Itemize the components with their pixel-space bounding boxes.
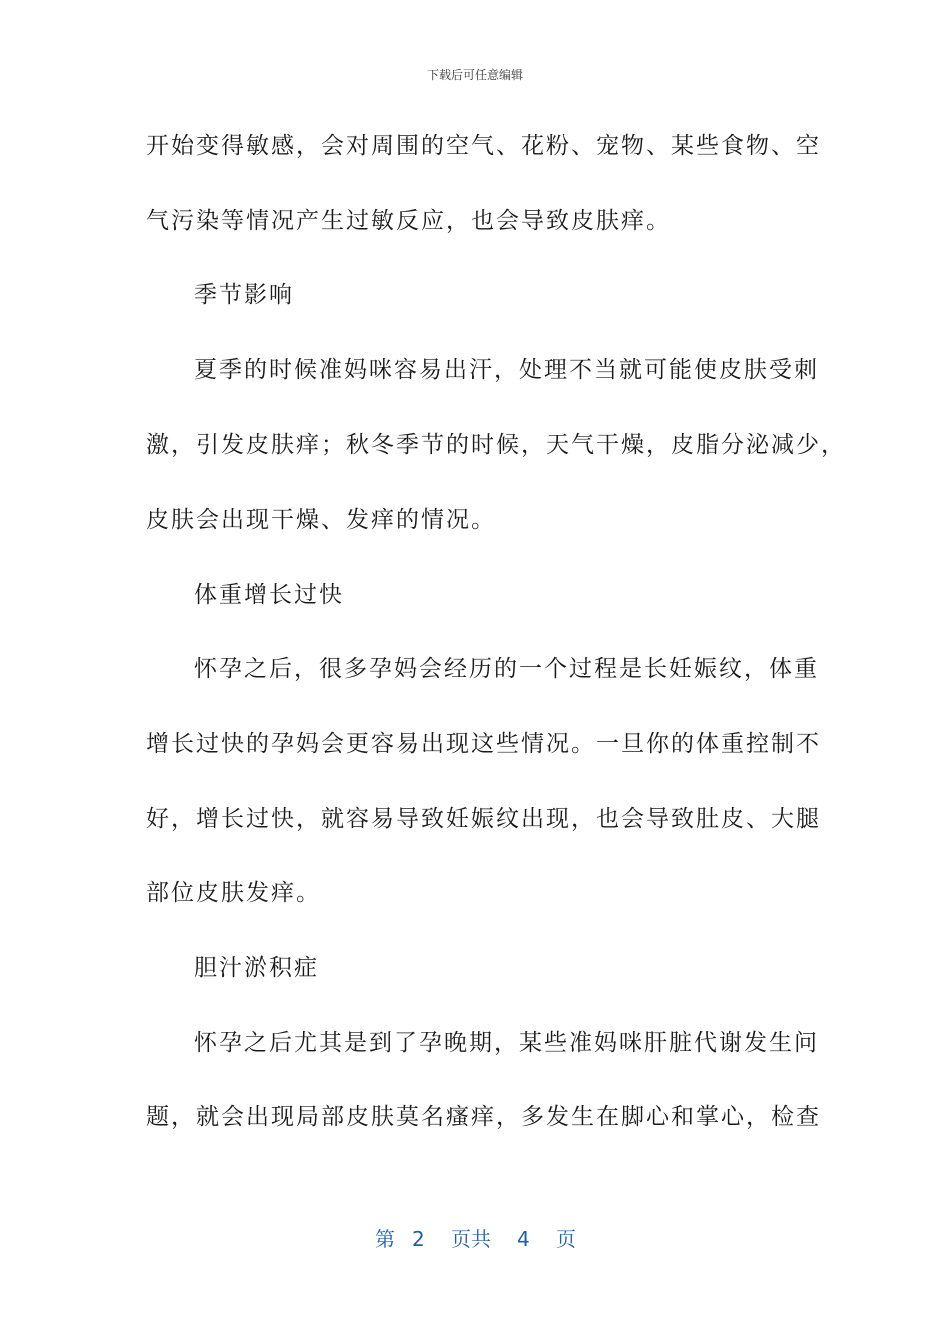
section-heading-weight: 体重增长过快 <box>194 582 344 608</box>
footer-total-pages: 4 <box>517 1227 530 1251</box>
paragraph-line: 好，增长过快，就容易导致妊娠纹出现，也会导致肚皮、大腿 <box>146 806 821 832</box>
footer-label-ye-gong: 页共 <box>451 1227 491 1251</box>
page-header: 下载后可任意编辑 <box>426 68 523 82</box>
paragraph-line: 题，就会出现局部皮肤莫名瘙痒，多发生在脚心和掌心，检查 <box>146 1104 821 1130</box>
paragraph-line: 皮肤会出现干燥、发痒的情况。 <box>146 507 496 533</box>
footer-page-number: 2 <box>412 1227 425 1251</box>
section-heading-seasonal: 季节影响 <box>194 282 294 308</box>
paragraph-line: 开始变得敏感，会对周围的空气、花粉、宠物、某些食物、空 <box>146 133 821 159</box>
page-footer <box>0 1225 950 1255</box>
footer-label-di: 第 <box>375 1227 395 1251</box>
paragraph-line: 增长过快的孕妈会更容易出现这些情况。一旦你的体重控制不 <box>146 731 821 757</box>
paragraph-line: 怀孕之后尤其是到了孕晚期，某些准妈咪肝脏代谢发生问 <box>194 1030 819 1056</box>
paragraph-line: 气污染等情况产生过敏反应，也会导致皮肤痒。 <box>146 208 671 234</box>
section-heading-cholestasis: 胆汁淤积症 <box>194 955 319 981</box>
paragraph-line: 夏季的时候准妈咪容易出汗，处理不当就可能使皮肤受刺 <box>194 357 819 383</box>
paragraph-line: 部位皮肤发痒。 <box>146 880 321 906</box>
paragraph-line: 怀孕之后，很多孕妈会经历的一个过程是长妊娠纹，体重 <box>194 656 819 682</box>
paragraph-line: 激，引发皮肤痒；秋冬季节的时候，天气干燥，皮脂分泌减少， <box>146 432 846 458</box>
footer-label-ye: 页 <box>556 1227 576 1251</box>
